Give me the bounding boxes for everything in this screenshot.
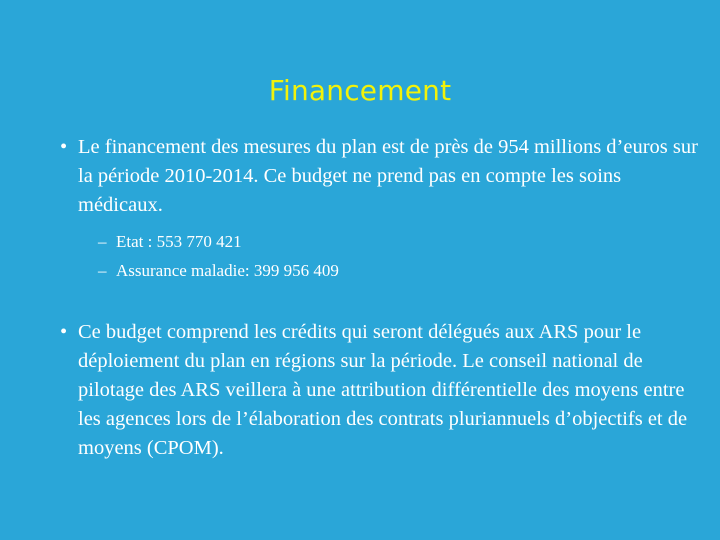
sub-bullet-text: Etat : 553 770 421 — [116, 232, 242, 251]
bullet-marker: • — [60, 321, 68, 343]
bullet-item-budget — [60, 318, 700, 463]
bullet-text: Ce budget comprend les crédits qui seront délégués aux ARS pour le déploiement du plan en régions sur la période. Le conseil national de pilotage des ARS veillera à une attribution différentielle des moyens entre les agences lors de l’élaboration des contrats pluriannuels d’objectifs et de moyens (CPOM). — [78, 321, 688, 459]
sub-bullet-text: Assurance maladie: 399 956 409 — [116, 261, 339, 280]
sub-bullet-assurance-maladie — [98, 259, 339, 283]
bullet-text: Le financement des mesures du plan est de près de 954 millions d’euros sur la période 2010-2014. Ce budget ne prend pas en compte les soins médicaux. — [78, 136, 698, 216]
sub-bullet-etat — [98, 230, 242, 254]
slide-title: Financement — [268, 74, 452, 107]
bullet-item-financing — [60, 133, 700, 220]
bullet-marker: • — [60, 136, 68, 158]
dash-marker: – — [98, 261, 107, 280]
dash-marker: – — [98, 232, 107, 251]
